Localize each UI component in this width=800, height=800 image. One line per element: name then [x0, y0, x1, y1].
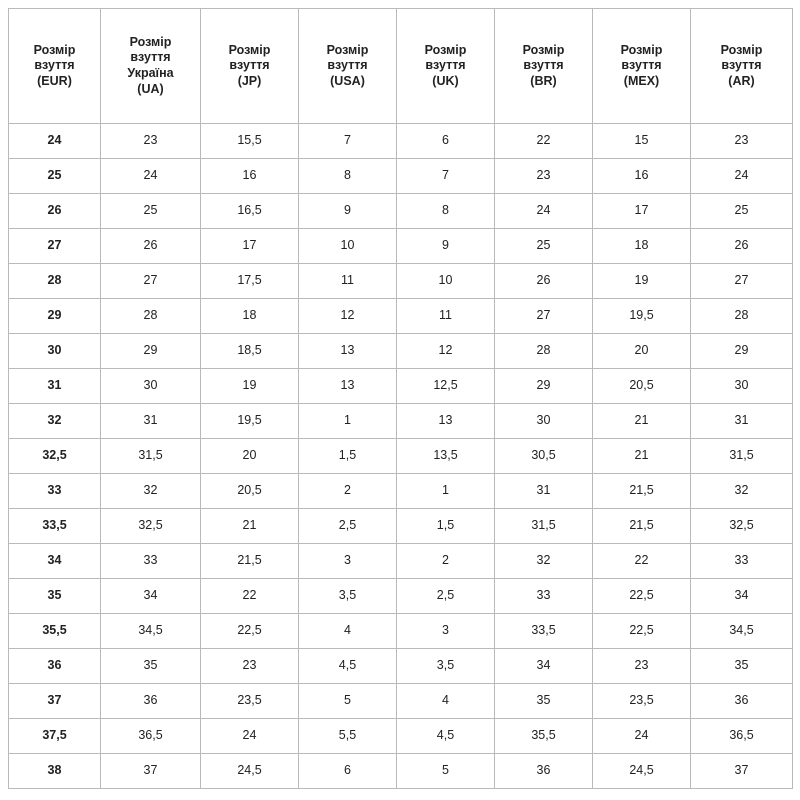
- size-cell: 31,5: [691, 439, 793, 474]
- table-row: [9, 124, 793, 159]
- size-cell: 26: [101, 229, 201, 264]
- column-header-line: взуття: [229, 58, 270, 73]
- table-row: [9, 299, 793, 334]
- column-header-line: Розмір: [720, 42, 763, 57]
- size-cell: 2: [299, 474, 397, 509]
- size-cell: 21,5: [201, 544, 299, 579]
- size-cell: 22: [593, 544, 691, 579]
- size-cell: 8: [299, 159, 397, 194]
- size-cell: 23: [691, 124, 793, 159]
- table-header: [9, 9, 793, 124]
- size-cell: 30: [495, 404, 593, 439]
- table-row: [9, 404, 793, 439]
- size-cell: 3: [397, 614, 495, 649]
- size-cell: 34: [495, 649, 593, 684]
- size-cell: 4,5: [397, 719, 495, 754]
- column-header-line: взуття: [621, 58, 662, 73]
- size-cell: 21: [201, 509, 299, 544]
- size-cell: 22: [201, 579, 299, 614]
- size-eur-cell: 31: [9, 369, 101, 404]
- column-header-line: взуття: [721, 58, 762, 73]
- size-cell: 34: [101, 579, 201, 614]
- size-cell: 27: [691, 264, 793, 299]
- column-header-4: [397, 9, 495, 124]
- size-cell: 13: [299, 369, 397, 404]
- shoe-size-table: [8, 8, 793, 789]
- size-cell: 33: [101, 544, 201, 579]
- column-header-line: (UK): [432, 73, 459, 88]
- size-eur-cell: 37,5: [9, 719, 101, 754]
- column-header-line: взуття: [425, 58, 466, 73]
- size-eur-cell: 27: [9, 229, 101, 264]
- size-cell: 23: [593, 649, 691, 684]
- size-cell: 23: [201, 649, 299, 684]
- size-cell: 4: [397, 684, 495, 719]
- size-cell: 13,5: [397, 439, 495, 474]
- size-cell: 5: [397, 754, 495, 789]
- size-cell: 29: [495, 369, 593, 404]
- size-cell: 1,5: [299, 439, 397, 474]
- size-cell: 33: [691, 544, 793, 579]
- size-cell: 21,5: [593, 509, 691, 544]
- column-header-line: взуття: [34, 58, 75, 73]
- table-row: [9, 334, 793, 369]
- size-eur-cell: 24: [9, 124, 101, 159]
- table-row: [9, 684, 793, 719]
- table-row: [9, 649, 793, 684]
- column-header-line: Розмір: [620, 42, 663, 57]
- column-header-line: Розмір: [522, 42, 565, 57]
- size-eur-cell: 38: [9, 754, 101, 789]
- size-cell: 7: [397, 159, 495, 194]
- size-cell: 32,5: [101, 509, 201, 544]
- size-cell: 5: [299, 684, 397, 719]
- table-row: [9, 264, 793, 299]
- size-cell: 27: [495, 299, 593, 334]
- size-cell: 34,5: [691, 614, 793, 649]
- size-cell: 1: [397, 474, 495, 509]
- size-eur-cell: 37: [9, 684, 101, 719]
- column-header-line: (USA): [330, 73, 365, 88]
- table-row: [9, 509, 793, 544]
- size-cell: 17,5: [201, 264, 299, 299]
- size-cell: 26: [691, 229, 793, 264]
- size-cell: 32,5: [691, 509, 793, 544]
- size-cell: 35: [101, 649, 201, 684]
- column-header-3: [299, 9, 397, 124]
- size-cell: 2: [397, 544, 495, 579]
- size-cell: 16: [201, 159, 299, 194]
- size-cell: 23,5: [201, 684, 299, 719]
- size-cell: 33: [495, 579, 593, 614]
- size-eur-cell: 33: [9, 474, 101, 509]
- size-cell: 28: [495, 334, 593, 369]
- size-cell: 4,5: [299, 649, 397, 684]
- size-eur-cell: 25: [9, 159, 101, 194]
- size-cell: 17: [201, 229, 299, 264]
- size-cell: 36,5: [101, 719, 201, 754]
- size-eur-cell: 32: [9, 404, 101, 439]
- size-cell: 10: [397, 264, 495, 299]
- size-cell: 21,5: [593, 474, 691, 509]
- size-cell: 1,5: [397, 509, 495, 544]
- size-cell: 19: [593, 264, 691, 299]
- size-cell: 19,5: [201, 404, 299, 439]
- size-cell: 32: [691, 474, 793, 509]
- column-header-line: Україна: [127, 66, 174, 80]
- size-cell: 22,5: [593, 579, 691, 614]
- size-cell: 32: [101, 474, 201, 509]
- size-cell: 24,5: [593, 754, 691, 789]
- size-cell: 1: [299, 404, 397, 439]
- size-cell: 18: [593, 229, 691, 264]
- column-header-1: [101, 9, 201, 124]
- size-cell: 37: [691, 754, 793, 789]
- size-cell: 11: [397, 299, 495, 334]
- size-cell: 6: [397, 124, 495, 159]
- size-cell: 19,5: [593, 299, 691, 334]
- size-cell: 20: [593, 334, 691, 369]
- size-cell: 15,5: [201, 124, 299, 159]
- size-cell: 31,5: [101, 439, 201, 474]
- size-cell: 25: [495, 229, 593, 264]
- size-cell: 31: [691, 404, 793, 439]
- size-cell: 3,5: [397, 649, 495, 684]
- column-header-line: взуття: [327, 58, 368, 73]
- table-row: [9, 369, 793, 404]
- column-header-line: взуття: [523, 58, 564, 73]
- size-cell: 2,5: [397, 579, 495, 614]
- size-cell: 22,5: [593, 614, 691, 649]
- size-cell: 34,5: [101, 614, 201, 649]
- column-header-2: [201, 9, 299, 124]
- size-eur-cell: 34: [9, 544, 101, 579]
- table-row: [9, 614, 793, 649]
- column-header-0: [9, 9, 101, 124]
- size-cell: 11: [299, 264, 397, 299]
- size-eur-cell: 29: [9, 299, 101, 334]
- size-cell: 18,5: [201, 334, 299, 369]
- size-cell: 12: [299, 299, 397, 334]
- column-header-line: (JP): [237, 73, 262, 88]
- size-cell: 30: [101, 369, 201, 404]
- size-cell: 16: [593, 159, 691, 194]
- column-header-line: (BR): [530, 73, 557, 88]
- size-cell: 20,5: [201, 474, 299, 509]
- size-cell: 24,5: [201, 754, 299, 789]
- size-cell: 9: [397, 229, 495, 264]
- size-cell: 19: [201, 369, 299, 404]
- size-cell: 29: [691, 334, 793, 369]
- size-cell: 26: [495, 264, 593, 299]
- size-cell: 21: [593, 439, 691, 474]
- size-cell: 18: [201, 299, 299, 334]
- size-cell: 32: [495, 544, 593, 579]
- size-cell: 30,5: [495, 439, 593, 474]
- size-cell: 22: [495, 124, 593, 159]
- column-header-5: [495, 9, 593, 124]
- size-cell: 9: [299, 194, 397, 229]
- size-cell: 13: [397, 404, 495, 439]
- size-cell: 24: [495, 194, 593, 229]
- table-row: [9, 159, 793, 194]
- size-eur-cell: 30: [9, 334, 101, 369]
- table-row: [9, 719, 793, 754]
- size-cell: 31: [495, 474, 593, 509]
- size-eur-cell: 35: [9, 579, 101, 614]
- column-header-line: (EUR): [37, 73, 72, 88]
- size-cell: 36,5: [691, 719, 793, 754]
- column-header-6: [593, 9, 691, 124]
- size-cell: 12: [397, 334, 495, 369]
- column-header-line: Розмір: [424, 42, 467, 57]
- size-eur-cell: 33,5: [9, 509, 101, 544]
- size-cell: 25: [691, 194, 793, 229]
- size-eur-cell: 36: [9, 649, 101, 684]
- column-header-line: Розмір: [228, 42, 271, 57]
- size-cell: 7: [299, 124, 397, 159]
- table-row: [9, 439, 793, 474]
- column-header-line: Розмір: [33, 42, 76, 57]
- size-cell: 13: [299, 334, 397, 369]
- size-cell: 36: [495, 754, 593, 789]
- column-header-7: [691, 9, 793, 124]
- table-row: [9, 194, 793, 229]
- size-cell: 34: [691, 579, 793, 614]
- column-header-line: Розмір: [129, 34, 172, 49]
- table-row: [9, 544, 793, 579]
- size-cell: 33,5: [495, 614, 593, 649]
- column-header-line: (MEX): [623, 73, 660, 88]
- size-eur-cell: 26: [9, 194, 101, 229]
- table-row: [9, 474, 793, 509]
- size-cell: 3,5: [299, 579, 397, 614]
- size-eur-cell: 35,5: [9, 614, 101, 649]
- size-cell: 36: [691, 684, 793, 719]
- column-header-line: (AR): [728, 73, 755, 88]
- table-row: [9, 579, 793, 614]
- size-eur-cell: 32,5: [9, 439, 101, 474]
- column-header-line: взуття: [130, 50, 171, 65]
- size-cell: 31: [101, 404, 201, 439]
- size-cell: 30: [691, 369, 793, 404]
- table-row: [9, 229, 793, 264]
- size-cell: 37: [101, 754, 201, 789]
- size-cell: 24: [593, 719, 691, 754]
- size-cell: 10: [299, 229, 397, 264]
- size-cell: 21: [593, 404, 691, 439]
- size-cell: 36: [101, 684, 201, 719]
- size-cell: 24: [691, 159, 793, 194]
- size-cell: 6: [299, 754, 397, 789]
- size-cell: 20,5: [593, 369, 691, 404]
- size-cell: 28: [101, 299, 201, 334]
- size-cell: 5,5: [299, 719, 397, 754]
- size-cell: 28: [691, 299, 793, 334]
- size-cell: 4: [299, 614, 397, 649]
- size-cell: 24: [101, 159, 201, 194]
- header-row: [9, 9, 793, 124]
- size-cell: 27: [101, 264, 201, 299]
- size-cell: 22,5: [201, 614, 299, 649]
- column-header-line: Розмір: [326, 42, 369, 57]
- size-cell: 8: [397, 194, 495, 229]
- size-cell: 23: [495, 159, 593, 194]
- size-cell: 3: [299, 544, 397, 579]
- size-cell: 23: [101, 124, 201, 159]
- size-cell: 16,5: [201, 194, 299, 229]
- size-cell: 35,5: [495, 719, 593, 754]
- table-row: [9, 754, 793, 789]
- table-body: [9, 124, 793, 789]
- size-cell: 29: [101, 334, 201, 369]
- size-cell: 15: [593, 124, 691, 159]
- column-header-line: (UA): [137, 81, 164, 96]
- size-cell: 2,5: [299, 509, 397, 544]
- size-cell: 17: [593, 194, 691, 229]
- size-cell: 23,5: [593, 684, 691, 719]
- size-cell: 35: [495, 684, 593, 719]
- size-cell: 20: [201, 439, 299, 474]
- size-cell: 25: [101, 194, 201, 229]
- size-cell: 31,5: [495, 509, 593, 544]
- size-cell: 35: [691, 649, 793, 684]
- size-cell: 12,5: [397, 369, 495, 404]
- size-cell: 24: [201, 719, 299, 754]
- size-eur-cell: 28: [9, 264, 101, 299]
